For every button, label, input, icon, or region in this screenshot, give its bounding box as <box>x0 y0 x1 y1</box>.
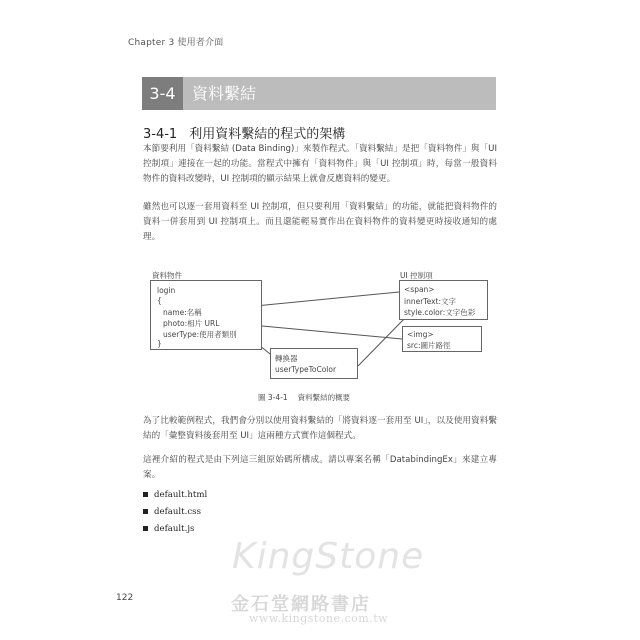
figure-caption-text: 資料繫結的概要 <box>297 393 351 402</box>
code-line: name:名稱 <box>163 308 202 317</box>
code-line: { <box>157 296 162 305</box>
file-list-item <box>143 524 194 534</box>
bullet-icon <box>143 526 148 531</box>
span-element-box <box>399 280 488 320</box>
data-object-label: 資料物件 <box>152 271 182 280</box>
code-line: login <box>157 286 176 295</box>
converter-line: 轉換器 <box>275 354 298 363</box>
code-line: } <box>157 339 162 348</box>
ui-control-label: UI 控制項 <box>400 271 433 280</box>
span-line: <span> <box>404 285 435 294</box>
chapter-header: Chapter 3 使用者介面 <box>128 38 224 48</box>
span-line: innerText:文字 <box>404 297 456 306</box>
file-name: default.css <box>154 507 201 517</box>
data-binding-diagram <box>140 262 500 387</box>
intro-paragraph-2: 雖然也可以逐一套用資料至 UI 控制項，但只要利用「資料繫結」的功能，就能把資料物件的資料一併套用到 UI 控制項上。而且還能輕易實作出在資料物件的資料變更時接收通知的處理。 <box>143 202 497 242</box>
section-number: 3-4 <box>142 77 183 110</box>
img-line: <img> <box>407 330 434 339</box>
converter-line: userTypeToColor <box>275 365 337 374</box>
figure-caption <box>258 392 350 403</box>
file-name: default.html <box>154 490 208 500</box>
section-title: 資料繫結 <box>192 84 257 103</box>
subsection-heading <box>143 123 345 142</box>
file-list-item <box>143 490 207 500</box>
bullet-icon <box>143 509 148 514</box>
subsection-number: 3-4-1 <box>143 127 178 142</box>
data-object-box <box>150 280 262 350</box>
intro-paragraph-1: 本節要利用「資料繫結 (Data Binding)」來製作程式。「資料繫結」是把「資料物件」與「UI 控制項」連接在一起的功能。當程式中擁有「資料物件」與「UI 控制項」時，每當一般資料物件的資料改變時，UI 控制項的顯示結果上就會反應資料的變更。 <box>143 144 497 184</box>
code-line: photo:相片 URL <box>163 319 220 328</box>
body-paragraph-3: 為了比較範例程式，我們會分別以使用資料繫結的「將資料逐一套用至 UI」，以及使用資料繫結的「彙整資料後套用至 UI」這兩種方式實作這個程式。 <box>143 416 497 441</box>
bullet-icon <box>143 492 148 497</box>
page-number: 122 <box>116 593 134 603</box>
converter-box <box>270 348 358 379</box>
img-element-box <box>402 326 482 352</box>
watermark-chinese: 金石堂網路書店 <box>231 594 371 615</box>
img-line: src:圖片路徑 <box>407 341 451 350</box>
span-line: style.color:文字色彩 <box>404 308 476 317</box>
file-name: default.js <box>154 524 195 534</box>
watermark-logo: KingStone <box>232 536 425 577</box>
body-paragraph-4: 這裡介紹的程式是由下列這三組原始碼所構成。請以專案名稱「DatabindingEx」來建立專案。 <box>143 455 497 480</box>
code-line: userType:使用者類別 <box>163 330 237 339</box>
subsection-title: 利用資料繫結的程式的架構 <box>189 127 346 142</box>
watermark-url: www.kingstone.com.tw <box>249 612 389 625</box>
file-list-item <box>143 507 201 517</box>
figure-label: 圖 3-4-1 <box>258 393 288 402</box>
